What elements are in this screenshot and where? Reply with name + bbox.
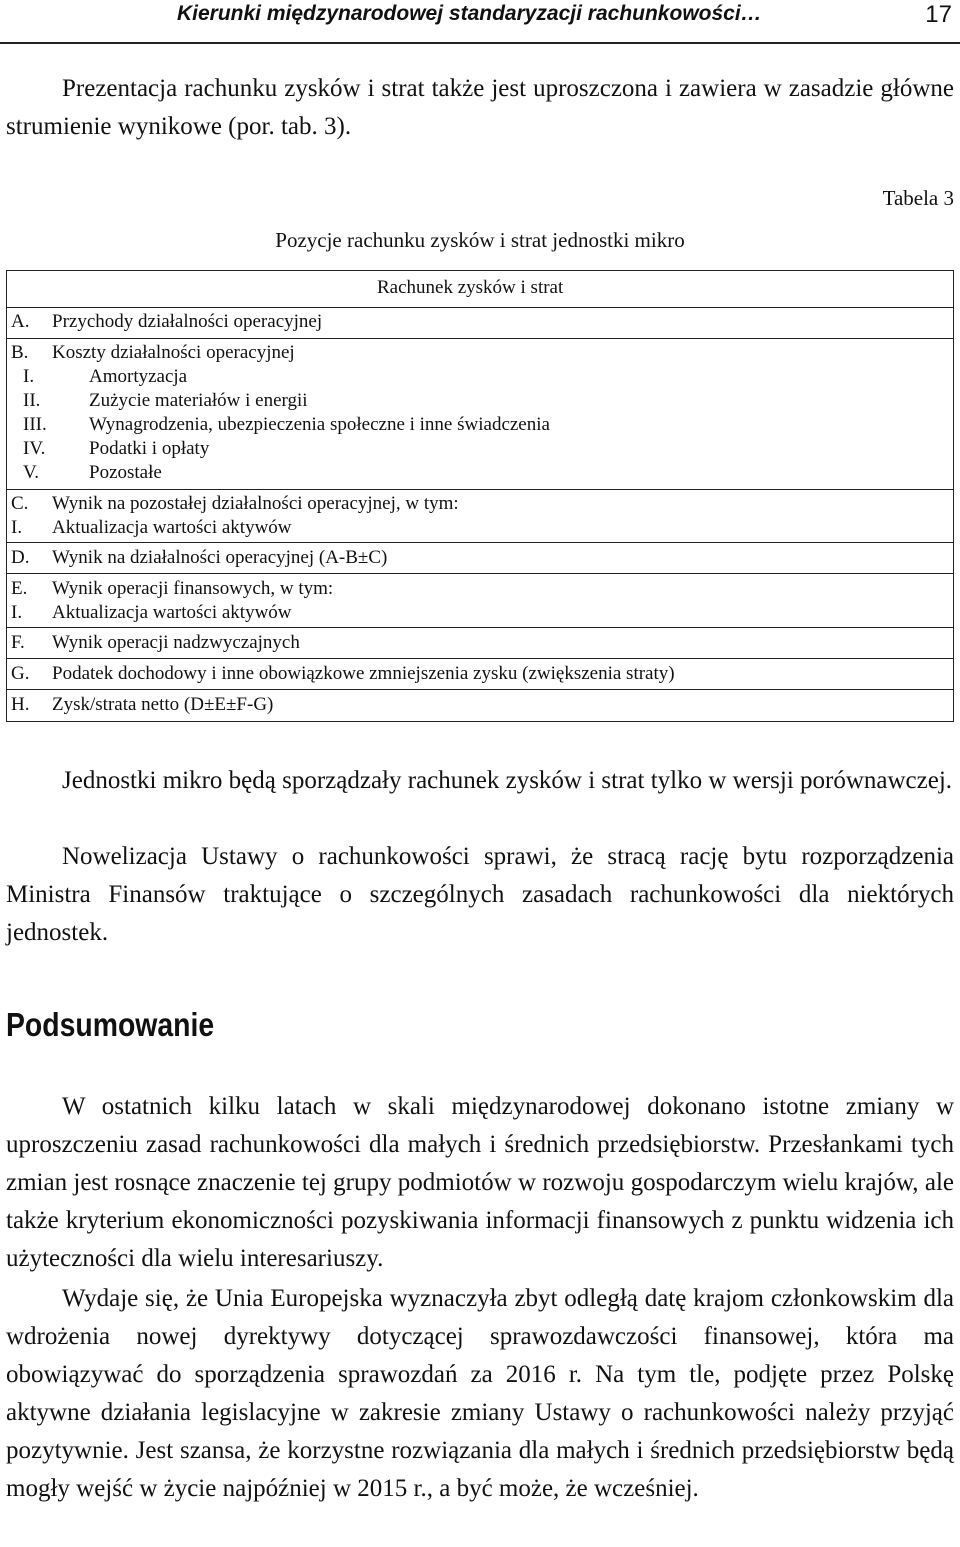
table-section: [7, 574, 953, 628]
row-key: IV.: [23, 438, 46, 459]
table-section: [7, 690, 953, 720]
row-label: Amortyzacja: [89, 366, 188, 387]
running-header: [0, 0, 960, 44]
row-label: Wynik na pozostałej działalności operacyjnej, w tym:: [52, 493, 459, 514]
table-section: [7, 490, 953, 543]
table-row: [7, 546, 953, 570]
row-label: Pozostałe: [89, 462, 162, 483]
income-statement-table: [6, 270, 954, 722]
table-row: [7, 577, 953, 601]
paragraph-amendment-text: Nowelizacja Ustawy o rachunkowości sprawi, że stracą rację bytu rozporządzenia Ministra Finansów traktujące o szczególnych zasadach rachunkowości dla niektórych jednostek.: [6, 843, 954, 946]
table-row: [7, 516, 953, 540]
table-section: [7, 339, 953, 490]
row-label: Aktualizacja wartości aktywów: [52, 602, 292, 623]
row-key: V.: [23, 462, 40, 483]
table-section: [7, 628, 953, 659]
table-row: [7, 662, 953, 686]
page-number: 17: [925, 1, 952, 28]
running-title: Kierunki międzynarodowej standaryzacji rachunkowości…: [177, 2, 762, 25]
table-row: [7, 413, 953, 437]
table-row: [7, 310, 953, 334]
row-label: Przychody działalności operacyjnej: [52, 311, 323, 332]
row-key: D.: [11, 547, 30, 568]
table-row: [7, 601, 953, 625]
summary-paragraph-1-text: W ostatnich kilku latach w skali międzynarodowej dokonano istotne zmiany w uproszczeniu zasad rachunkowości dla małych i średnich przedsiębiorstw. Przesłankami tych zmian jest rosnące znaczenie tej grupy podmiotów w rozwoju gospodarczym wielu krajów, ale także kryterium ekonomiczności pozyskiwania informacji finansowych z punktu widzenia ich użyteczności dla wielu interesariuszy.: [6, 1093, 954, 1272]
table-row: [7, 461, 953, 485]
table-label: Tabela 3: [882, 186, 954, 210]
row-key: H.: [11, 694, 30, 715]
table-row: [7, 437, 953, 461]
table-row: [7, 389, 953, 413]
row-key: B.: [11, 342, 29, 363]
row-key: I.: [11, 602, 23, 623]
table-caption: Pozycje rachunku zysków i strat jednostki mikro: [275, 228, 685, 252]
table-section: [7, 659, 953, 690]
table-section: [7, 543, 953, 574]
paragraph-amendment: [6, 838, 954, 952]
row-label: Zużycie materiałów i energii: [89, 390, 308, 411]
table-body: [7, 308, 953, 720]
row-label: Wynik na działalności operacyjnej (A-B±C): [52, 547, 388, 568]
table-section: [7, 308, 953, 339]
row-label: Aktualizacja wartości aktywów: [52, 517, 292, 538]
row-key: I.: [23, 366, 35, 387]
row-key: I.: [11, 517, 23, 538]
table-row: [7, 365, 953, 389]
table-header: [7, 271, 953, 308]
row-key: II.: [23, 390, 41, 411]
row-key: C.: [11, 493, 29, 514]
row-label: Podatek dochodowy i inne obowiązkowe zmniejszenia zysku (zwiększenia straty): [52, 663, 675, 684]
intro-paragraph: [6, 70, 954, 146]
row-label: Wynagrodzenia, ubezpieczenia społeczne i inne świadczenia: [89, 414, 550, 435]
row-label: Koszty działalności operacyjnej: [52, 342, 295, 363]
row-label: Wynik operacji nadzwyczajnych: [52, 632, 300, 653]
table-row: [7, 492, 953, 516]
intro-text: Prezentacja rachunku zysków i strat także jest uproszczona i zawiera w zasadzie główne strumienie wynikowe (por. tab. 3).: [6, 75, 954, 140]
row-key: E.: [11, 578, 28, 599]
row-label: Podatki i opłaty: [89, 438, 210, 459]
paragraph-micro-units: [6, 762, 954, 800]
row-label: Wynik operacji finansowych, w tym:: [52, 578, 334, 599]
row-key: G.: [11, 663, 30, 684]
section-heading: Podsumowanie: [6, 1006, 215, 1043]
row-label: Zysk/strata netto (D±E±F-G): [52, 694, 274, 715]
table-row: [7, 693, 953, 717]
row-key: F.: [11, 632, 25, 653]
table-row: [7, 341, 953, 365]
table-row: [7, 631, 953, 655]
table-header-text: Rachunek zysków i strat: [377, 277, 564, 298]
summary-paragraph-2: [6, 1280, 954, 1508]
row-key: A.: [11, 311, 30, 332]
paragraph-micro-units-text: Jednostki mikro będą sporządzały rachunek zysków i strat tylko w wersji porównawczej.: [62, 767, 953, 794]
summary-paragraph-1: [6, 1088, 954, 1278]
row-key: III.: [23, 414, 47, 435]
summary-paragraph-2-text: Wydaje się, że Unia Europejska wyznaczyła zbyt odległą datę krajom członkowskim dla wdrożenia nowej dyrektywy dotyczącej sprawozdawczości finansowej, która ma obowiązywać do sporządzenia sprawozdań za 2016 r. Na tym tle, podjęte przez Polskę aktywne działania legislacyjne w zakresie zmiany Ustawy o rachunkowości należy przyjąć pozytywnie. Jest szansa, że korzystne rozwiązania dla małych i średnich przedsiębiorstw będą mogły wejść w życie najpóźniej w 2015 r., a być może, że wcześniej.: [6, 1285, 954, 1502]
